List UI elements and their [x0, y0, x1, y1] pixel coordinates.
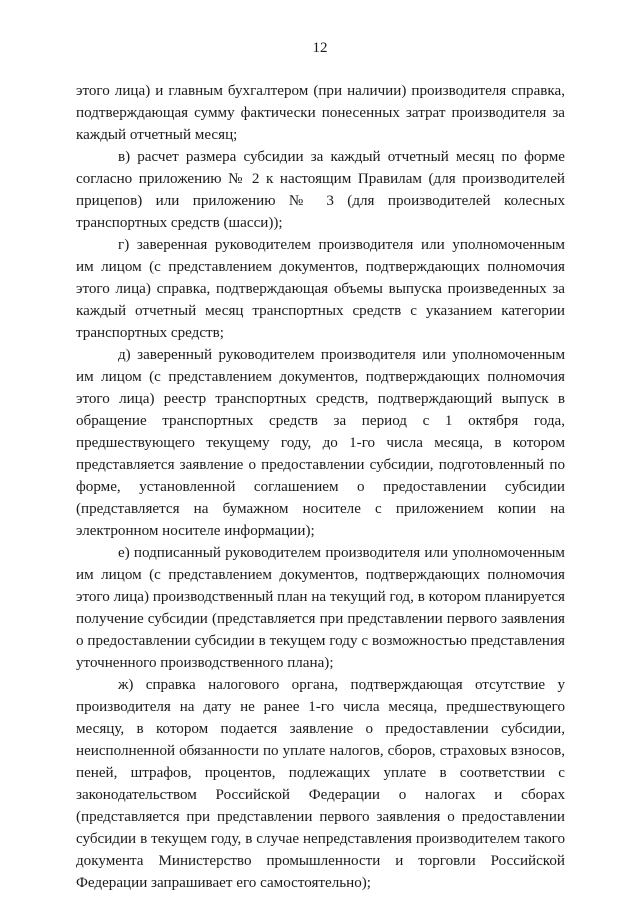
paragraph-item-v: в) расчет размера субсидии за каждый отчетный месяц по форме согласно приложению № 2 к настоящим Правилам (для производителей прицепов) или приложению № 3 (для производителей колесных транспортных средств (шасси));	[76, 149, 565, 231]
document-body	[76, 80, 565, 894]
paragraph-continuation: этого лица) и главным бухгалтером (при наличии) производителя справка, подтверждающая сумму фактически понесенных затрат производителя за каждый отчетный месяц;	[76, 83, 565, 143]
page-number: 12	[312, 40, 328, 56]
paragraph-item-g: г) заверенная руководителем производителя или уполномоченным им лицом (с представлением документов, подтверждающих полномочия этого лица) справка, подтверждающая объемы выпуска произведенных за каждый отчетный месяц транспортных средств с указанием категории транспортных средств;	[76, 237, 565, 341]
paragraph-item-zh: ж) справка налогового органа, подтверждающая отсутствие у производителя на дату не ранее 1-го числа месяца, предшествующего месяцу, в котором подается заявление о предоставлении субсидии, неисполненной обязанности по уплате налогов, сборов, страховых взносов, пеней, штрафов, процентов, подлежащих уплате в соответствии с законодательством Российской Федерации о налогах и сборах (представляется при представлении первого заявления о предоставлении субсидии в текущем году, в случае непредставления производителем такого документа Министерство промышленности и торговли Российской Федерации запрашивает его самостоятельно);	[76, 677, 565, 891]
paragraph-item-d: д) заверенный руководителем производителя или уполномоченным им лицом (с представлением документов, подтверждающих полномочия этого лица) реестр транспортных средств, подтверждающий выпуск в обращение транспортных средств за период с 1 октября года, предшествующего текущему году, до 1-го числа месяца, в котором представляется заявление о предоставлении субсидии, подготовленный по форме, установленной соглашением о предоставлении субсидии (представляется на бумажном носителе с приложением копии на электронном носителе информации);	[76, 347, 565, 539]
paragraph-item-e: е) подписанный руководителем производителя или уполномоченным им лицом (с представлением документов, подтверждающих полномочия этого лица) производственный план на текущий год, в котором планируется получение субсидии (представляется при представлении первого заявления о предоставлении субсидии в текущем году с возможностью представления уточненного производственного плана);	[76, 545, 565, 671]
